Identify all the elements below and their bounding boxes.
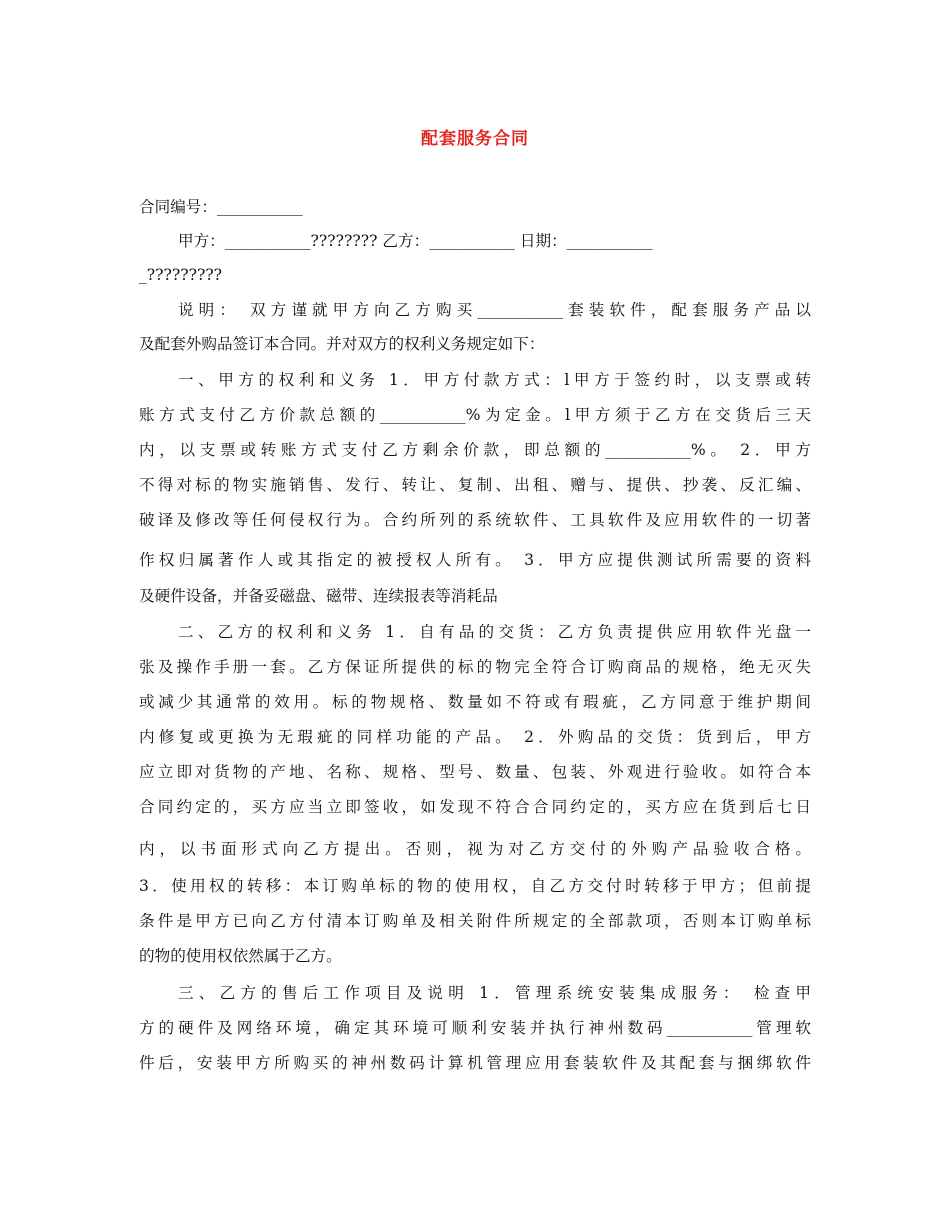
paragraph-line: 3．使用权的转移：本订购单标的物的使用权，自乙方交付时转移于甲方；但前提 — [139, 877, 811, 895]
contract-number-line: 合同编号：___________ — [139, 198, 303, 216]
paragraph-line: 及硬件设备，并备妥磁盘、磁带、连续报表等消耗品 — [139, 587, 498, 605]
paragraph-line: 条件是甲方已向乙方付清本订购单及相关附件所规定的全部款项，否则本订购单标 — [139, 912, 811, 930]
document-title: 配套服务合同 — [421, 129, 529, 149]
paragraph-line: 内，以支票或转账方式支付乙方剩余价款，即总额的___________%。 2．甲方 — [139, 441, 811, 459]
paragraph-line: 及配套外购品签订本合同。并对双方的权利义务规定如下： — [139, 335, 545, 353]
paragraph-line: 张及操作手册一套。乙方保证所提供的标的物完全符合订购商品的规格，绝无灭失 — [139, 658, 811, 676]
paragraph-line: 件后，安装甲方所购买的神州数码计算机管理应用套装软件及其配套与捆绑软件 — [139, 1054, 811, 1072]
paragraph-line: 内修复或更换为无瑕疵的同样功能的产品。 2．外购品的交货：货到后，甲方 — [139, 728, 811, 746]
paragraph-line: 一、甲方的权利和义务 1．甲方付款方式：l甲方于签约时，以支票或转 — [178, 371, 811, 389]
paragraph-line: 合同约定的，买方应当立即签收，如发现不符合合同约定的，买方应在货到后七日 — [139, 798, 811, 816]
paragraph-line: 二、乙方的权利和义务 1．自有品的交货：乙方负责提供应用软件光盘一 — [178, 623, 811, 641]
parties-line-continued: _????????? — [139, 266, 223, 284]
paragraph-line: 作权归属著作人或其指定的被授权人所有。 3．甲方应提供测试所需要的资料 — [139, 551, 811, 569]
paragraph-line: 破译及修改等任何侵权行为。合约所列的系统软件、工具软件及应用软件的一切著 — [139, 511, 811, 529]
paragraph-line: 方的硬件及网络环境，确定其环境可顺利安装并执行神州数码___________管理软 — [139, 1019, 811, 1037]
paragraph-line: 应立即对货物的产地、名称、规格、型号、数量、包装、外观进行验收。如符合本 — [139, 763, 811, 781]
paragraph-line: 账方式支付乙方价款总额的___________%为定金。l甲方须于乙方在交货后三天 — [139, 406, 811, 424]
paragraph-line: 的物的使用权依然属于乙方。 — [139, 947, 342, 965]
paragraph-line: 或减少其通常的效用。标的物规格、数量如不符或有瑕疵，乙方同意于维护期间 — [139, 693, 811, 711]
parties-line: 甲方：___________???????? 乙方：___________ 日期：___________ — [178, 232, 653, 250]
paragraph-line: 内，以书面形式向乙方提出。否则，视为对乙方交付的外购产品验收合格。 — [139, 840, 811, 858]
paragraph-line: 不得对标的物实施销售、发行、转让、复制、出租、赠与、提供、抄袭、反汇编、 — [139, 476, 811, 494]
paragraph-line: 说明： 双方谨就甲方向乙方购买___________套装软件，配套服务产品以 — [178, 301, 811, 319]
paragraph-line: 三、乙方的售后工作项目及说明 1．管理系统安装集成服务： 检查甲 — [178, 984, 811, 1002]
